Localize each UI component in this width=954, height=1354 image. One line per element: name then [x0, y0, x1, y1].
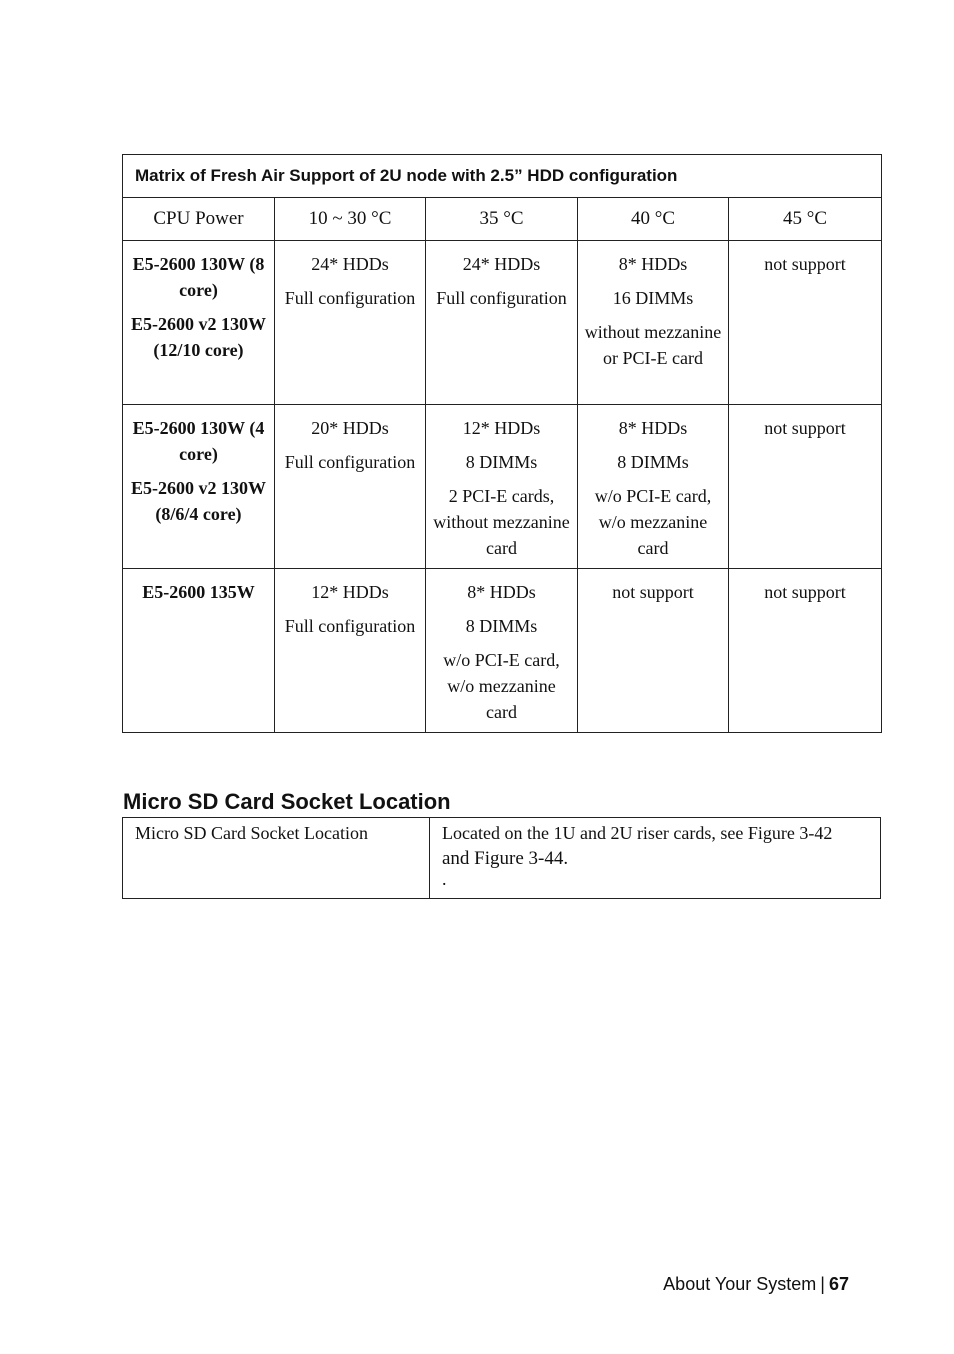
table-row	[123, 405, 882, 569]
cell-35c	[426, 405, 578, 569]
page-number: 67	[828, 1274, 849, 1294]
cell-line: 12* HDDs	[311, 582, 389, 602]
cell-line: 12* HDDs	[462, 418, 541, 438]
cell-line: 20* HDDs	[311, 418, 389, 438]
cell-line: 16 DIMMs	[612, 288, 694, 308]
cell-line: w/o PCI-E card, w/o mezzanine card	[443, 650, 560, 722]
footer-separator: |	[820, 1274, 825, 1294]
table-title-row	[123, 155, 882, 198]
table-title: Matrix of Fresh Air Support of 2U node with 2.5” HDD configuration	[123, 155, 882, 198]
cpu-line: E5-2600 v2 130W (12/10 core)	[131, 314, 266, 360]
cpu-line: E5-2600 135W	[142, 582, 255, 602]
fresh-air-matrix-table	[122, 154, 882, 733]
header-35c: 35 °C	[426, 198, 578, 241]
footer-chapter-title: About Your System	[663, 1274, 817, 1294]
cell-40c	[578, 569, 729, 733]
cell-10-30c	[275, 569, 426, 733]
cell-line: not support	[764, 254, 846, 274]
header-cpu-power: CPU Power	[123, 198, 275, 241]
cell-line: 8 DIMMs	[617, 452, 689, 472]
cell-10-30c	[275, 241, 426, 405]
cell-40c	[578, 405, 729, 569]
cell-35c	[426, 241, 578, 405]
cpu-cell	[123, 241, 275, 405]
section-heading: Micro SD Card Socket Location	[123, 789, 451, 814]
cell-line: 24* HDDs	[462, 254, 541, 274]
cpu-cell	[123, 569, 275, 733]
cell-line: 2 PCI-E cards, without mezzanine card	[433, 486, 570, 558]
header-10-30c: 10 ~ 30 °C	[275, 198, 426, 241]
cpu-line: E5-2600 130W (8 core)	[132, 254, 265, 300]
cell-10-30c	[275, 405, 426, 569]
cell-line: 8 DIMMs	[465, 616, 538, 636]
cell-line: Full configuration	[436, 288, 567, 308]
cell-35c	[426, 569, 578, 733]
cell-line: not support	[764, 418, 846, 438]
cell-line: 8* HDDs	[618, 418, 688, 438]
cell-line: Full configuration	[284, 452, 416, 472]
cell-line: Full configuration	[284, 616, 416, 636]
cell-45c	[729, 241, 882, 405]
cell-line: 8* HDDs	[467, 582, 536, 602]
description-line: Located on the 1U and 2U riser cards, see Figure 3-42	[442, 823, 833, 843]
cell-line: 8* HDDs	[618, 254, 688, 274]
cell-line: not support	[612, 582, 694, 602]
header-40c: 40 °C	[578, 198, 729, 241]
micro-sd-label-cell: Micro SD Card Socket Location	[123, 818, 430, 899]
description-line: .	[442, 869, 447, 889]
description-line: and Figure 3-44.	[442, 848, 569, 869]
cell-40c	[578, 241, 729, 405]
page-footer	[663, 1271, 849, 1297]
cell-line: not support	[764, 582, 846, 602]
cpu-line: E5-2600 130W (4 core)	[132, 418, 265, 464]
cpu-line: E5-2600 v2 130W (8/6/4 core)	[131, 478, 266, 524]
cell-line: without mezzanine or PCI-E card	[584, 322, 722, 368]
table-header-row	[123, 198, 882, 241]
table-row	[123, 818, 881, 899]
micro-sd-description-cell	[430, 818, 881, 899]
cpu-cell	[123, 405, 275, 569]
cell-45c	[729, 569, 882, 733]
cell-line: 8 DIMMs	[465, 452, 538, 472]
cell-line: Full configuration	[284, 288, 416, 308]
table-row	[123, 569, 882, 733]
header-45c: 45 °C	[729, 198, 882, 241]
cell-45c	[729, 405, 882, 569]
micro-sd-table	[122, 817, 881, 899]
cell-line: w/o PCI-E card, w/o mezzanine card	[594, 486, 712, 558]
cell-line: 24* HDDs	[311, 254, 389, 274]
table-row	[123, 241, 882, 405]
